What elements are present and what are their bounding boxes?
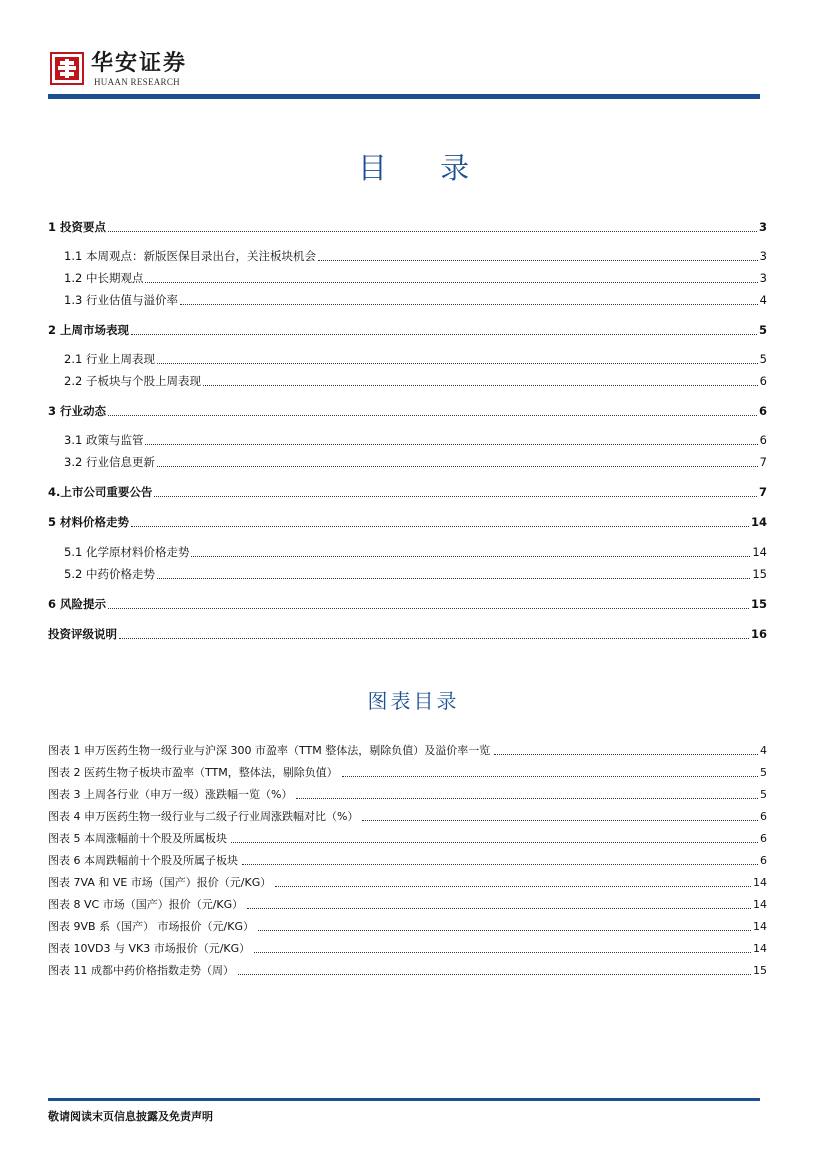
figure-entry-page: 14: [753, 898, 767, 911]
dot-leader: [131, 525, 749, 527]
header-rule: [48, 94, 760, 99]
toc-entry-page: 3: [758, 220, 767, 234]
dot-leader: [242, 863, 758, 865]
toc-entry-text: 3.1 政策与监管: [64, 433, 144, 447]
figure-entry-text: 图表 1 申万医药生物一级行业与沪深 300 市盈率（TTM 整体法，剔除负值）及溢价率一览: [48, 744, 491, 757]
toc-title: 目 录: [357, 151, 492, 185]
dot-leader: [108, 414, 757, 416]
toc-entry[interactable]: [64, 544, 767, 560]
toc-entry-page: 6: [759, 374, 767, 388]
toc-entry-page: 14: [750, 515, 767, 529]
figure-entry[interactable]: [48, 742, 767, 758]
toc-entry[interactable]: [64, 432, 767, 448]
toc-entry-text: 3.2 行业信息更新: [64, 455, 155, 469]
toc-entry-text: 5 材料价格走势: [48, 515, 130, 529]
figure-entry[interactable]: [48, 962, 767, 978]
dot-leader: [342, 775, 758, 777]
figure-entry-page: 5: [760, 788, 767, 801]
dot-leader: [191, 555, 750, 557]
toc-entry[interactable]: [64, 351, 767, 367]
dot-leader: [494, 753, 758, 755]
toc-entry-text: 2.1 行业上周表现: [64, 352, 155, 366]
figure-entry-page: 14: [753, 942, 767, 955]
toc-entry[interactable]: [64, 292, 767, 308]
toc-entry[interactable]: [64, 566, 767, 582]
figure-entry[interactable]: [48, 808, 767, 824]
toc-entry[interactable]: [64, 248, 767, 264]
figure-entry-text: 图表 9VB 系（国产） 市场报价（元/KG）: [48, 920, 255, 933]
dot-leader: [157, 465, 758, 467]
toc-entry[interactable]: [48, 403, 767, 419]
figure-entry-text: 图表 6 本周跌幅前十个股及所属子板块: [48, 854, 238, 867]
figure-entry[interactable]: [48, 830, 767, 846]
dot-leader: [231, 841, 758, 843]
toc-entry-page: 3: [759, 271, 767, 285]
company-name-en: HUAAN RESEARCH: [94, 77, 180, 87]
figure-entry-text: 图表 7VA 和 VE 市场（国产）报价（元/KG）: [48, 876, 272, 889]
toc-entry-page: 14: [752, 545, 767, 559]
dot-leader: [131, 333, 757, 335]
figure-entry[interactable]: [48, 852, 767, 868]
dot-leader: [203, 384, 758, 386]
figure-entry-page: 5: [760, 766, 767, 779]
company-logo-icon: [50, 52, 84, 85]
toc-entry-text: 1 投资要点: [48, 220, 107, 234]
figure-entry[interactable]: [48, 896, 767, 912]
figure-entry-page: 6: [760, 810, 767, 823]
dot-leader: [247, 907, 751, 909]
toc-entry-text: 2.2 子板块与个股上周表现: [64, 374, 201, 388]
figure-entry[interactable]: [48, 940, 767, 956]
figure-entry[interactable]: [48, 786, 767, 802]
toc-entry-text: 1.2 中长期观点: [64, 271, 144, 285]
figure-entry-page: 6: [760, 854, 767, 867]
toc-entry[interactable]: [48, 322, 767, 338]
toc-entry[interactable]: [48, 219, 767, 235]
toc-entry-page: 3: [759, 249, 767, 263]
toc-entry-page: 16: [750, 627, 767, 641]
figure-entry-page: 6: [760, 832, 767, 845]
toc-entry-text: 5.1 化学原材料价格走势: [64, 545, 190, 559]
toc-entry[interactable]: [64, 373, 767, 389]
toc-entry-text: 2 上周市场表现: [48, 323, 130, 337]
figure-entry-text: 图表 11 成都中药价格指数走势（周）: [48, 964, 234, 977]
figure-entry-text: 图表 3 上周各行业（申万一级）涨跌幅一览（%）: [48, 788, 293, 801]
toc-entry[interactable]: [48, 626, 767, 642]
toc-entry-text: 1.1 本周观点：新版医保目录出台，关注板块机会: [64, 249, 316, 263]
company-name-cn: 华安证券: [91, 50, 188, 76]
dot-leader: [154, 495, 757, 497]
dot-leader: [362, 819, 758, 821]
toc-entry-text: 1.3 行业估值与溢价率: [64, 293, 178, 307]
dot-leader: [157, 362, 758, 364]
dot-leader: [119, 637, 749, 639]
toc-entry[interactable]: [64, 270, 767, 286]
figure-entry-page: 14: [753, 876, 767, 889]
figure-entry-text: 图表 10VD3 与 VK3 市场报价（元/KG）: [48, 942, 251, 955]
toc-entry-page: 5: [759, 352, 767, 366]
footer-rule: [48, 1098, 760, 1101]
toc-entry[interactable]: [48, 596, 767, 612]
toc-entry-page: 15: [750, 597, 767, 611]
toc-entry-page: 7: [758, 485, 767, 499]
dot-leader: [318, 259, 758, 261]
dot-leader: [180, 303, 758, 305]
toc-entry[interactable]: [48, 484, 767, 500]
toc-entry-text: 4.上市公司重要公告: [48, 485, 153, 499]
figure-entry[interactable]: [48, 918, 767, 934]
toc-entry-page: 4: [759, 293, 767, 307]
toc-entry-page: 5: [758, 323, 767, 337]
toc-entry[interactable]: [64, 454, 767, 470]
toc-entry-text: 投资评级说明: [48, 627, 117, 641]
toc-entry-page: 6: [759, 433, 767, 447]
toc-entry-page: 15: [752, 567, 767, 581]
dot-leader: [108, 230, 757, 232]
dot-leader: [145, 443, 757, 445]
dot-leader: [254, 951, 751, 953]
figure-entry[interactable]: [48, 764, 767, 780]
toc-entry-page: 7: [759, 455, 767, 469]
figure-entry[interactable]: [48, 874, 767, 890]
dot-leader: [157, 577, 750, 579]
figure-entry-page: 4: [760, 744, 767, 757]
toc-entry[interactable]: [48, 514, 767, 530]
figure-entry-text: 图表 4 申万医药生物一级行业与二级子行业周涨跌幅对比（%）: [48, 810, 359, 823]
toc-entry-page: 6: [758, 404, 767, 418]
footer-disclaimer: 敬请阅读末页信息披露及免责声明: [48, 1110, 213, 1123]
dot-leader: [275, 885, 751, 887]
toc-entry-text: 6 风险提示: [48, 597, 107, 611]
dot-leader: [296, 797, 758, 799]
figure-entry-text: 图表 8 VC 市场（国产）报价（元/KG）: [48, 898, 244, 911]
toc-entry-text: 3 行业动态: [48, 404, 107, 418]
figure-entry-text: 图表 2 医药生物子板块市盈率（TTM，整体法，剔除负值）: [48, 766, 338, 779]
dot-leader: [238, 973, 751, 975]
figure-entry-page: 15: [753, 964, 767, 977]
figure-entry-page: 14: [753, 920, 767, 933]
figure-list-title: 图表目录: [367, 689, 460, 713]
dot-leader: [258, 929, 751, 931]
dot-leader: [108, 607, 749, 609]
toc-entry-text: 5.2 中药价格走势: [64, 567, 155, 581]
dot-leader: [145, 281, 757, 283]
figure-entry-text: 图表 5 本周涨幅前十个股及所属板块: [48, 832, 227, 845]
